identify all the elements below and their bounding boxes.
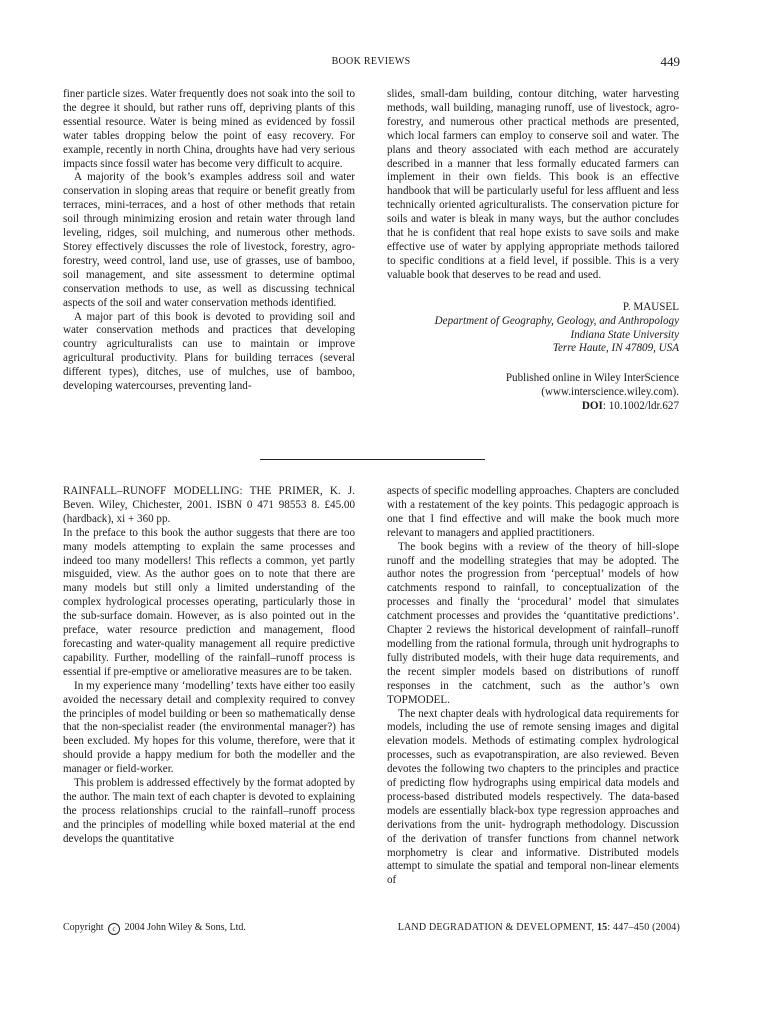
copyright-prefix: Copyright bbox=[63, 922, 104, 933]
paragraph: In the preface to this book the author suggests that there are too many models attempting to explain the same processes and indeed too many modellers! This reflects a common, yet partly misguided, view. As the author goes on to note that there are many models but still only a limited understanding of the complex hydrological processes operating, particularly those in the sub-surface domain. However, as is also pointed out in the preface, water resource prediction and management, flood forecasting and water-quality management all require predictive capability. Further, modelling of the rainfall–runoff process is essential if pre-emptive or ameliorative measures are to be taken. bbox=[63, 526, 355, 678]
publisher-url: (www.interscience.wiley.com). bbox=[541, 386, 679, 399]
paragraph: A major part of this book is devoted to providing soil and water conservation methods and practices that developing country agriculturalists can use to maintain or improve agricultural productivity. Plans for building terraces (several different types), ditches, use of mulches, use of bamboo, developing watercourses, preventing land- bbox=[63, 310, 355, 393]
paragraph: This problem is addressed effectively by the format adopted by the author. The main text of each chapter is devoted to explaining the process relationships crucial to the rainfall–runoff process and the principles of modelling while boxed material at the end develops the quantitative bbox=[63, 777, 355, 845]
doi-value: : 10.1002/ldr.627 bbox=[602, 400, 679, 413]
paragraph: In my experience many ‘modelling’ texts have either too easily avoided the necessary detail and complexity required to convey the principles of model building or been so mathematically dense that the non-specialist reader (the environmental manager?) has been excluded. My hopes for this volume, therefore, were that it should provide a happy medium for both the modeller and the manager or field-worker. bbox=[63, 679, 355, 776]
paragraph: aspects of specific modelling approaches. Chapters are concluded with a restatement of the key points. This pedagogic approach is one that I find effective and will make the book much more relevant to managers and applied practitioners. bbox=[387, 485, 679, 539]
copyright-icon: c bbox=[108, 923, 120, 935]
paragraph: The next chapter deals with hydrological data requirements for models, including the use of remote sensing images and digital elevation models. Methods of estimating complex hydrological processes, such as evapotranspiration, are also reviewed. Beven devotes the following two chapters to the principles and practice of predicting flow hydrographs using empirical data models and process-based distributed models respectively. The data-based models are essentially black-box type regression approaches and derivations from the unit- hydrograph methodology. Discussion of the derivation of transfer functions from channel network morphometry is clear and informative. Distributed models attempt to simulate the spatial and temporal non-linear elements of bbox=[387, 707, 679, 887]
running-head-title: BOOK REVIEWS bbox=[331, 56, 411, 67]
column-top-left bbox=[63, 88, 355, 394]
review-book-header: RAINFALL–RUNOFF MODELLING: THE PRIMER, K. J. Beven. Wiley, Chichester, 2001. ISBN 0 471 98553 8. £45.00 (hardback), xi + 360 pp. bbox=[63, 485, 355, 525]
reviewer-name: P. MAUSEL bbox=[622, 300, 679, 313]
journal-pages: : 447–450 (2004) bbox=[607, 922, 680, 933]
doi bbox=[387, 400, 679, 414]
column-bottom-right bbox=[387, 485, 679, 888]
journal-citation bbox=[398, 922, 680, 933]
journal-name: LAND DEGRADATION & DEVELOPMENT, bbox=[397, 922, 595, 933]
running-head bbox=[62, 54, 680, 70]
column-bottom-left bbox=[63, 485, 355, 847]
page-number: 449 bbox=[660, 54, 680, 69]
journal-volume: 15 bbox=[596, 922, 608, 933]
reviewer-university: Indiana State University bbox=[570, 328, 679, 341]
paragraph: finer particle sizes. Water frequently does not soak into the soil to the degree it should, but rather runs off, depriving plants of this essential resource. Water is being mined as evidenced by fossil water tables dropping below the point of easy recovery. For example, recently in north China, droughts have had very serious impacts since fossil water has become very difficult to acquire. bbox=[63, 88, 355, 170]
reviewer-department: Department of Geography, Geology, and Anthropology bbox=[434, 314, 679, 327]
copyright-holder: 2004 John Wiley & Sons, Ltd. bbox=[124, 922, 246, 933]
copyright-line bbox=[63, 922, 246, 935]
paragraph: A majority of the book’s examples address soil and water conservation in sloping areas that require or benefit greatly from terraces, mini-terraces, and a host of other methods that retain soil through minimizing erosion and retain water through land leveling, ridges, soil mulching, and numerous other methods. Storey effectively discusses the role of livestock, forestry, agro-forestry, weed control, land use, use of grasses, use of bamboo, soil management, and site assessment to determine optimal conservation methods to use, as well as discussing technical aspects of the soil and water conservation methods identified. bbox=[63, 171, 355, 309]
published-online: Published online in Wiley InterScience bbox=[505, 372, 679, 385]
reviewer-city: Terre Haute, IN 47809, USA bbox=[552, 342, 679, 355]
paragraph: slides, small-dam building, contour ditching, water harvesting methods, wall building, managing runoff, use of livestock, agro-forestry, and numerous other practical methods are presented, which local farmers can employ to conserve soil and water. The plans and theory associated with each method are accurately described in a manner that less formally educated farmers can implement in their own fields. This book is an effective handbook that will be particularly useful for less affluent and less technically oriented agriculturalists. The conservation picture for soils and water is bleak in many ways, but the author concludes that he is confident that real hope exists to save soils and make effective use of water by applying appropriate methods tailored to specific conditions at a field level, if possible. This is a very valuable book that deserves to be read and used. bbox=[387, 88, 679, 281]
page-footer bbox=[63, 922, 680, 936]
section-divider bbox=[260, 459, 485, 460]
doi-label: DOI bbox=[581, 400, 603, 413]
column-top-right bbox=[387, 88, 679, 414]
reviewer-signature bbox=[387, 301, 679, 414]
paragraph: The book begins with a review of the theory of hill-slope runoff and the modelling strategies that may be adopted. The author notes the progression from ‘perceptual’ models of how catchments respond to rainfall, to conceptualization of the processes and finally the ‘procedural’ model that simulates catchment processes and provides the ‘quantitative predictions’. Chapter 2 reviews the historical development of rainfall–runoff modelling from the rational formula, through unit hydrographs to fully distributed models, with their huge data requirements, and the recent simpler models based on distributions of runoff responses in the catchment, such as the author’s own TOPMODEL. bbox=[387, 540, 679, 706]
